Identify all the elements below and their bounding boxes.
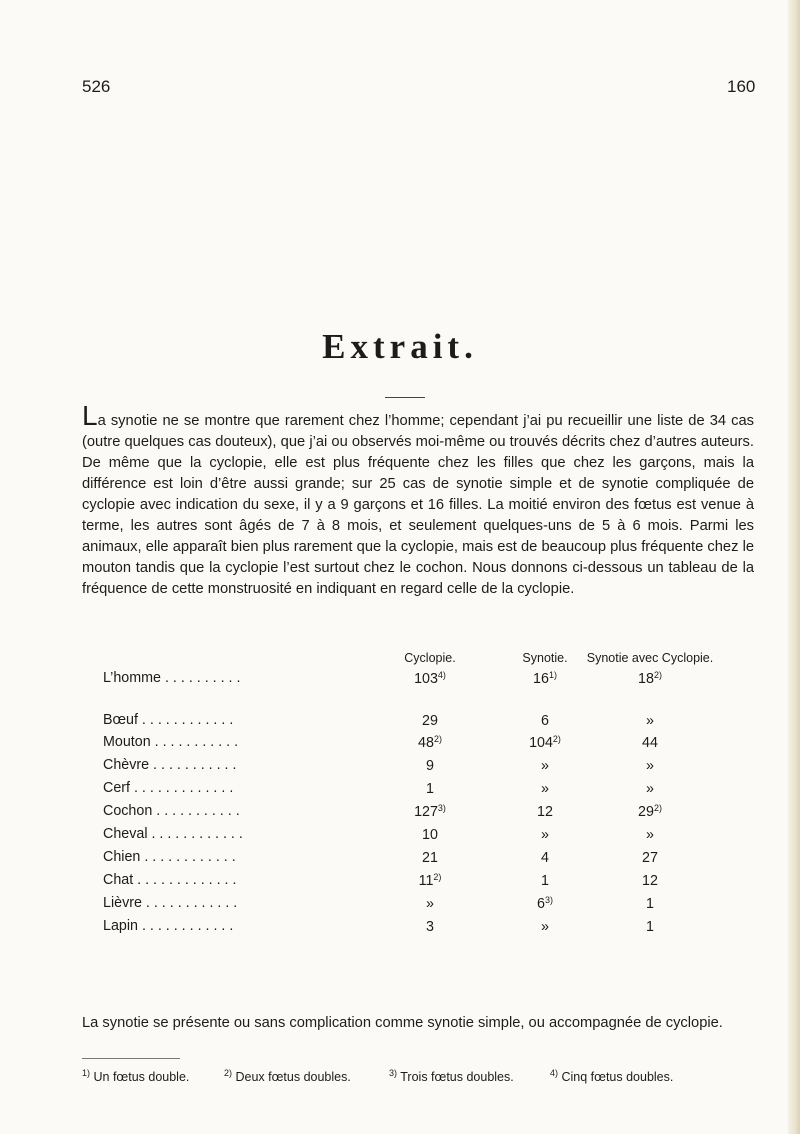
table-row — [0, 849, 800, 869]
cell-synotie-cyclopie: » — [646, 781, 654, 797]
table-row — [0, 712, 800, 732]
page-number-right: 160 — [727, 77, 756, 96]
row-label: Cerf . . . . . . . . . . . . . — [103, 780, 234, 796]
page-title: Extrait. — [322, 327, 478, 366]
page-number-left: 526 — [82, 77, 111, 96]
cell-cyclopie: 1 — [426, 781, 434, 797]
row-label: Cheval . . . . . . . . . . . . — [103, 826, 243, 842]
intro-text: a synotie ne se montre que rarement chez l’homme; cependant j’ai pu recueillir une liste de 34 cas (outre quelques cas douteux), que j’ai ou observés moi-même ou trouvés décrits chez d’autres auteurs. De même que la cyclopie, elle est plus fréquente chez les filles que chez les garçons, mais la différence est loin d’être aussi grande; sur 25 cas de synotie simple et de synotie compliquée de cyclopie avec indication du sexe, il y a 9 garçons et 16 filles. La moitié environ des fœtus est venue à terme, les autres sont âgés de 7 à 8 mois, et seulement quelques-uns de 5 à 6 mois. Parmi les animaux, elle apparaît bien plus rarement que la cyclopie, mais est de beaucoup plus fréquente chez le mouton tandis que la cyclopie l’est surtout chez le cochon. Nous donnons ci-dessous un tableau de la fréquence de cette monstruosité en indiquant en regard celle de la cyclopie. — [82, 413, 754, 597]
cell-cyclopie: 3 — [426, 919, 434, 935]
row-label: Lapin . . . . . . . . . . . . — [103, 918, 234, 934]
row-label: Mouton . . . . . . . . . . . — [103, 734, 239, 750]
cell-synotie: 4 — [541, 850, 549, 866]
header-cyclopie: Cyclopie. — [404, 651, 456, 665]
table-row — [0, 780, 800, 800]
cell-cyclopie: 29 — [422, 713, 438, 729]
title-rule — [385, 397, 425, 398]
closing-paragraph: La synotie se présente ou sans complication comme synotie simple, ou accompagnée de cyclopie. — [82, 1015, 723, 1031]
cell-synotie-cyclopie: 27 — [642, 850, 658, 866]
cell-synotie-cyclopie: 18$^{2)}$ — [638, 670, 662, 687]
row-label: Chien . . . . . . . . . . . . — [103, 849, 236, 865]
cell-synotie: 12 — [537, 804, 553, 820]
table-row — [0, 803, 800, 823]
footnote-rule — [82, 1058, 180, 1059]
cell-synotie: » — [541, 919, 549, 935]
footnote-3: $^{3)}$ Trois fœtus doubles. — [389, 1068, 514, 1084]
cell-synotie: 16$^{1)}$ — [533, 670, 557, 687]
cell-synotie-cyclopie: 1 — [646, 896, 654, 912]
table-row — [0, 895, 800, 915]
header-synotie-cyclopie: Synotie avec Cyclopie. — [586, 651, 714, 665]
row-label: Chat . . . . . . . . . . . . . — [103, 872, 237, 888]
page-edge — [788, 0, 800, 1134]
cell-synotie: 6 — [541, 713, 549, 729]
footnote-1: $^{1)}$ Un fœtus double. — [82, 1068, 190, 1084]
cell-synotie-cyclopie: 44 — [642, 735, 658, 751]
cell-synotie-cyclopie: 1 — [646, 919, 654, 935]
cell-synotie: 6$^{3)}$ — [537, 895, 553, 912]
cell-synotie-cyclopie: » — [646, 827, 654, 843]
intro-paragraph — [82, 400, 754, 600]
cell-cyclopie: 103$^{4)}$ — [414, 670, 446, 687]
cell-synotie-cyclopie: 12 — [642, 873, 658, 889]
row-label: L’homme . . . . . . . . . . — [103, 670, 241, 686]
cell-synotie-cyclopie: 29$^{2)}$ — [638, 803, 662, 820]
row-label: Cochon . . . . . . . . . . . — [103, 803, 240, 819]
table-row — [0, 734, 800, 754]
cell-cyclopie: 48$^{2)}$ — [418, 734, 442, 751]
cell-cyclopie: 9 — [426, 758, 434, 774]
cell-synotie: » — [541, 827, 549, 843]
cell-synotie: » — [541, 758, 549, 774]
table-row — [0, 826, 800, 846]
cell-synotie: 104$^{2)}$ — [529, 734, 561, 751]
cell-cyclopie: 11$^{2)}$ — [418, 872, 442, 889]
row-label: Bœuf . . . . . . . . . . . . — [103, 712, 234, 728]
header-synotie: Synotie. — [522, 651, 568, 665]
footnote-2: $^{2)}$ Deux fœtus doubles. — [224, 1068, 351, 1084]
row-label: Lièvre . . . . . . . . . . . . — [103, 895, 238, 911]
cell-cyclopie: 21 — [422, 850, 438, 866]
table-row — [0, 670, 800, 690]
cell-cyclopie: 127$^{3)}$ — [414, 803, 446, 820]
table-row — [0, 872, 800, 892]
table-row — [0, 757, 800, 777]
table-row — [0, 918, 800, 938]
footnote-4: $^{4)}$ Cinq fœtus doubles. — [550, 1068, 674, 1084]
cell-synotie: 1 — [541, 873, 549, 889]
drop-cap: L — [82, 400, 98, 431]
cell-cyclopie: 10 — [422, 827, 438, 843]
cell-synotie-cyclopie: » — [646, 713, 654, 729]
cell-cyclopie: » — [426, 896, 434, 912]
cell-synotie-cyclopie: » — [646, 758, 654, 774]
cell-synotie: » — [541, 781, 549, 797]
row-label: Chèvre . . . . . . . . . . . — [103, 757, 237, 773]
